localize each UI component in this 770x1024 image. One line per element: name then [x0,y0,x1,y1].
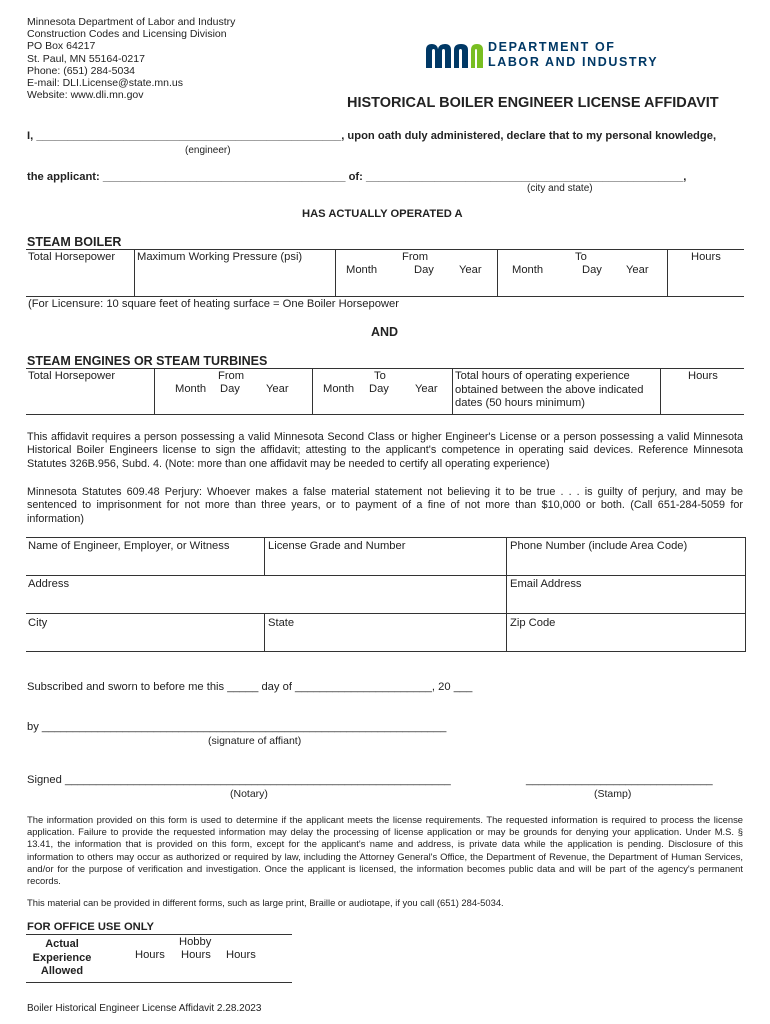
hobby-label: Hobby [179,936,212,948]
engine-hours-header: Hours [688,370,718,382]
and-separator: AND [371,325,399,339]
hours-label-3: Hours [226,949,256,961]
boiler-from-day: Day [414,264,434,276]
city-state-caption: (city and state) [527,183,593,194]
form-title: HISTORICAL BOILER ENGINEER LICENSE AFFIDAVIT [347,95,719,111]
hours-label-1: Hours [135,949,165,961]
actual-experience-label [27,938,97,979]
total-hours-line: dates (50 hours minimum) [455,397,585,409]
oath-line-engineer[interactable]: I, _________________________________________________, upon oath duly administered, declare that to my personal knowledge, [27,130,717,142]
boiler-from-header: From [402,251,429,263]
engineer-caption: (engineer) [185,145,231,156]
address-line: Minnesota Department of Labor and Industry [27,16,236,28]
logo-line-1: DEPARTMENT OF [488,40,616,54]
stamp-caption: (Stamp) [594,788,632,800]
alternate-formats-notice: This material can be provided in different forms, such as large print, Braille or audiotape, if you call (651) 284-5034. [27,897,504,908]
address-line: Website: www.dli.mn.gov [27,89,144,102]
address-line: St. Paul, MN 55164-0217 [27,52,145,65]
hours-label-2: Hours [181,949,211,961]
boiler-from-year: Year [459,264,482,276]
steam-engines-heading: STEAM ENGINES OR STEAM TURBINES [27,354,268,368]
stamp-line: ______________________________ [526,774,713,786]
address-field[interactable]: Address [28,578,70,590]
affidavit-requirement-paragraph: This affidavit requires a person possessing a valid Minnesota Second Class or higher Engineer's License or a person possessing a valid Minnesota Historical Boiler Engineers license to sign the affidavit; attesting to the applicant's competence in operating said devices. Reference Minnesota Statutes 326B.956, Subd. 4. (Note: more than one affidavit may be needed to certify all operating experience) [27,431,743,470]
engine-from-year: Year [266,383,289,395]
boiler-total-horsepower-header: Total Horsepower [28,251,116,263]
notary-caption: (Notary) [230,788,268,800]
address-line: Construction Codes and Licensing Division [27,28,227,41]
boiler-to-day: Day [582,264,602,276]
address-line: PO Box 64217 [27,40,96,53]
engine-to-year: Year [415,383,438,395]
actual-line: Experience [32,951,92,964]
engine-to-header: To [374,370,386,382]
logo-line-2: LABOR AND INDUSTRY [488,55,659,69]
engine-to-day: Day [369,383,389,395]
actual-line: Allowed [40,965,84,977]
agency-address [27,16,235,101]
subscribed-sworn-line[interactable]: Subscribed and sworn to before me this _____ day of ______________________, 20 ___ [27,681,473,693]
has-operated-heading: HAS ACTUALLY OPERATED A [302,208,463,220]
email-address-field[interactable]: Email Address [510,578,582,590]
office-use-heading: FOR OFFICE USE ONLY [27,921,155,933]
engine-from-header: From [218,370,245,382]
witness-name-field[interactable]: Name of Engineer, Employer, or Witness [28,540,230,552]
form-footer: Boiler Historical Engineer License Affidavit 2.28.2023 [27,1003,262,1014]
city-field[interactable]: City [28,617,48,629]
boiler-max-pressure-header: Maximum Working Pressure (psi) [137,251,303,263]
phone-number-field[interactable]: Phone Number (include Area Code) [510,540,688,552]
address-line: E-mail: DLI.License@state.mn.us [27,77,183,90]
engine-total-hours-header [455,370,643,411]
total-hours-line: Total hours of operating experience [455,370,630,382]
total-hours-line: obtained between the above indicated [455,383,644,396]
zip-code-field[interactable]: Zip Code [510,617,556,629]
boiler-hours-header: Hours [691,251,721,263]
boiler-licensure-note: (For Licensure: 10 square feet of heating surface = One Boiler Horsepower [28,298,399,310]
privacy-notice: The information provided on this form is used to determine if the applicant meets the license requirements. The requested information is required to process the license application. Failure to provide the requested information may delay the processing of license application or may be grounds for denying your application. Under M.S. § 13.41, the information that is provided on this form, except for the applicant's name and address, is private data while the application is pending. Disclosure of this information to others may occur as authorized or required by law, including the Attorney General's Office, the Department of Revenue, the Department of Human Services, and/or for the purpose of verification and investigation. Once the applicant is licensed, the information becomes public data and will be part of the agency's permanent records. [27,814,743,887]
notary-signed-line[interactable]: Signed ______________________________________________________________ [27,774,451,786]
actual-line: Actual [45,938,79,950]
steam-boiler-heading: STEAM BOILER [27,235,122,249]
engine-from-day: Day [220,383,240,395]
boiler-to-month: Month [512,264,544,276]
license-grade-field[interactable]: License Grade and Number [268,540,406,552]
engine-total-horsepower-header: Total Horsepower [28,370,116,382]
agency-logo-text [488,40,658,70]
affiant-signature-line[interactable]: by _________________________________________________________________ [27,721,447,733]
signature-caption: (signature of affiant) [208,735,302,747]
boiler-to-header: To [575,251,587,263]
address-line: Phone: (651) 284-5034 [27,64,135,77]
boiler-to-year: Year [626,264,649,276]
state-field[interactable]: State [268,617,295,629]
boiler-from-month: Month [346,264,378,276]
oath-line-applicant[interactable]: the applicant: _______________________________________ of: ___________________________________________________, [27,171,687,183]
engine-from-month: Month [175,383,207,395]
perjury-paragraph: Minnesota Statutes 609.48 Perjury: Whoever makes a false material statement not believing it to be true . . . is guilty of perjury, and may be sentenced to imprisonment for not more than three years, or to payment of a fine of not more than $10,000 or both. (Call 651-284-5059 for information) [27,486,743,525]
engine-to-month: Month [323,383,355,395]
